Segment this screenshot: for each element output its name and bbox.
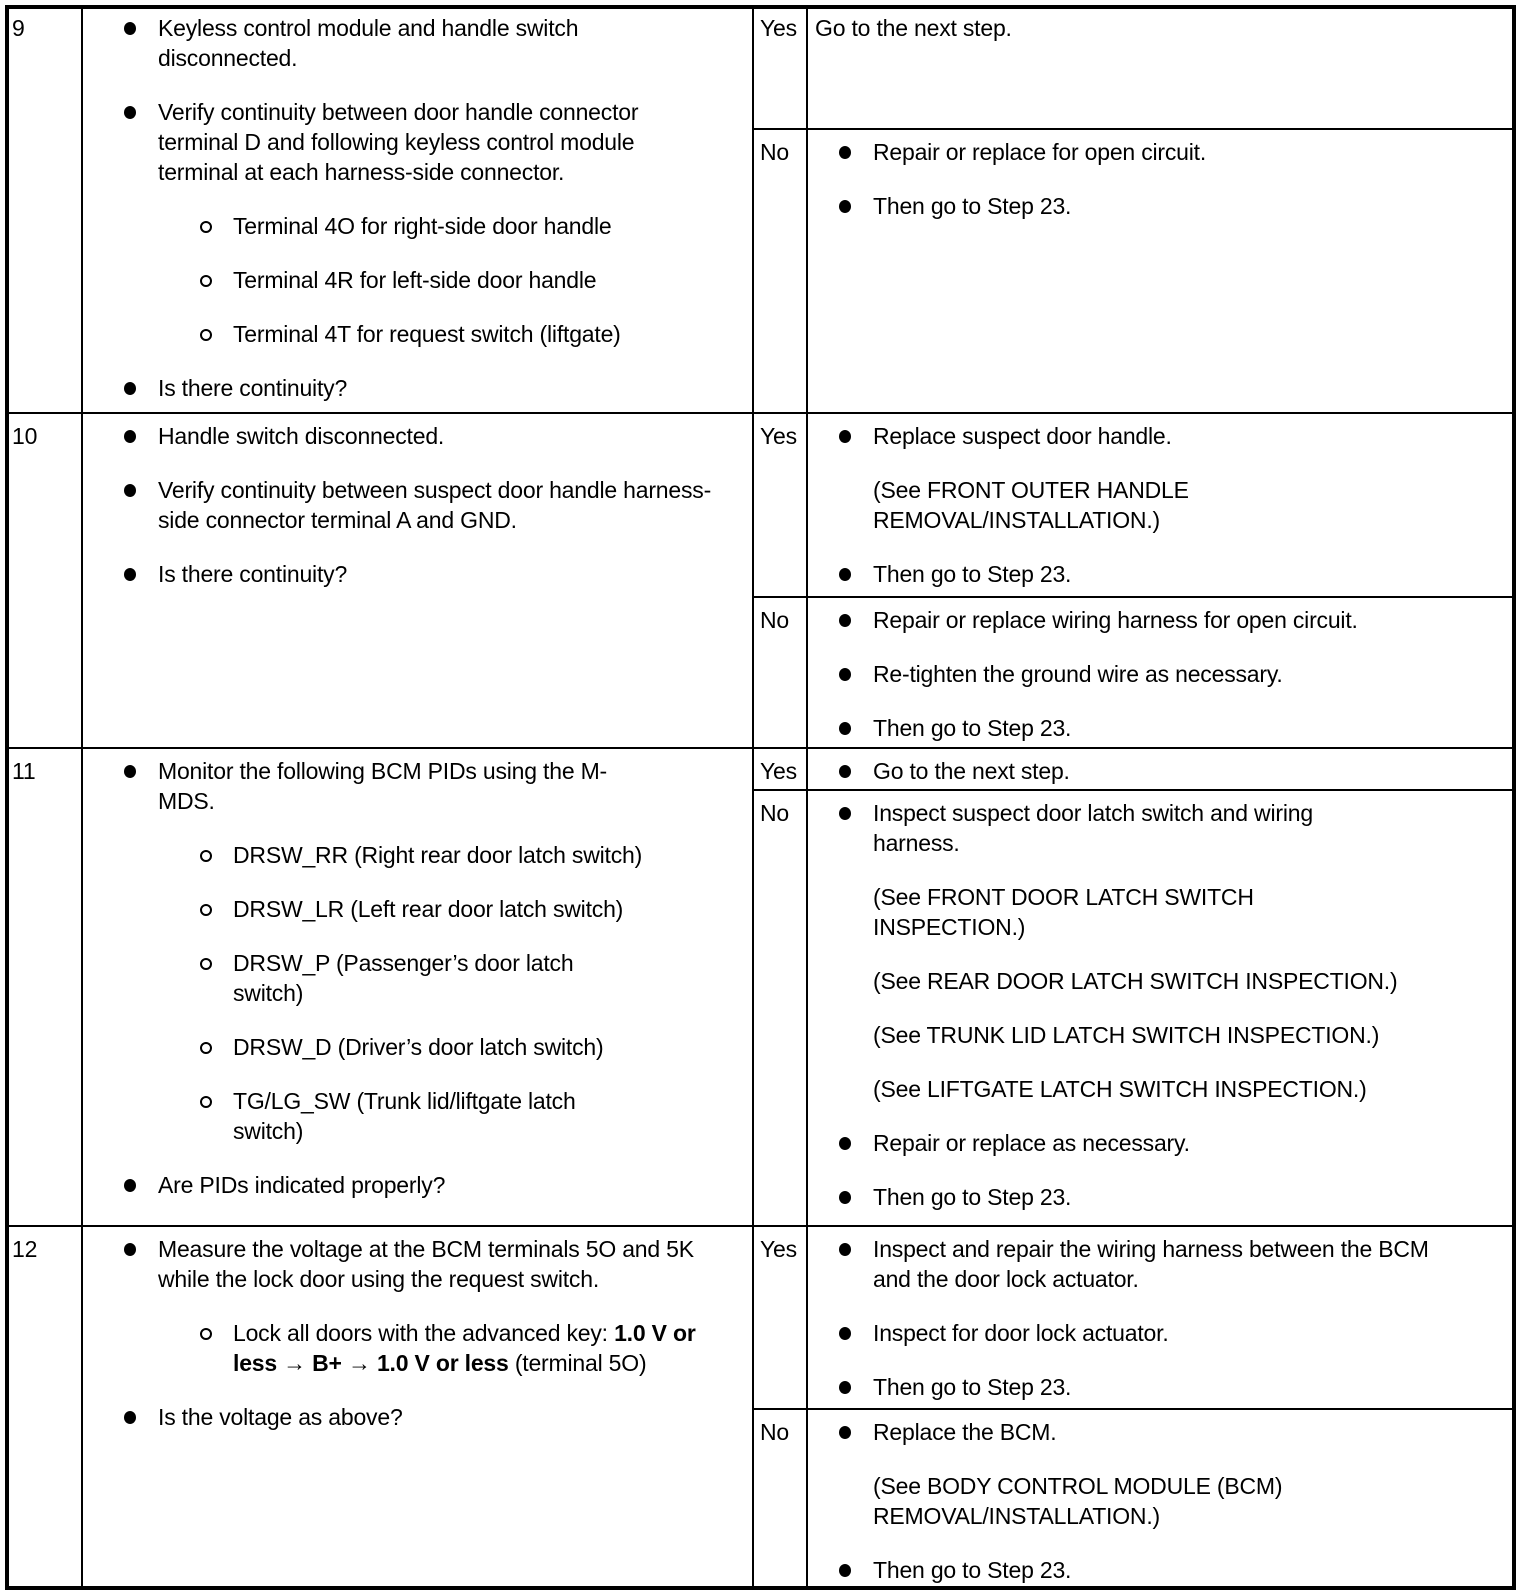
action-item: Re-tighten the ground wire as necessary. xyxy=(873,659,1473,689)
bullet-icon xyxy=(839,568,851,581)
bullet-icon xyxy=(839,614,851,627)
no-label: No xyxy=(760,1419,790,1445)
bullet-icon xyxy=(839,1137,851,1150)
check-item: Monitor the following BCM PIDs using the M-MDS. xyxy=(158,756,638,816)
action-item: Then go to Step 23. xyxy=(873,191,1473,221)
action-item: Repair or replace for open circuit. xyxy=(873,137,1473,167)
action-item: Inspect and repair the wiring harness between the BCM and the door lock actuator. xyxy=(873,1234,1453,1294)
action-item: Inspect for door lock actuator. xyxy=(873,1318,1473,1348)
action-item: Go to the next step. xyxy=(873,756,1473,786)
reference-note: (See TRUNK LID LATCH SWITCH INSPECTION.) xyxy=(873,1022,1380,1048)
subrow-divider xyxy=(752,1408,1512,1410)
bullet-icon xyxy=(839,807,851,820)
row-divider xyxy=(9,412,1512,414)
check-subitem: Terminal 4O for right-side door handle xyxy=(233,211,713,241)
step-number: 12 xyxy=(12,1236,38,1262)
check-item: Are PIDs indicated properly? xyxy=(158,1170,718,1200)
bullet-icon xyxy=(839,430,851,443)
check-item: Is there continuity? xyxy=(158,373,718,403)
action-item: Replace the BCM. xyxy=(873,1417,1473,1447)
action-item: Repair or replace as necessary. xyxy=(873,1128,1473,1158)
subrow-divider xyxy=(752,128,1512,130)
check-subitem: DRSW_LR (Left rear door latch switch) xyxy=(233,894,713,924)
subrow-divider xyxy=(752,789,1512,791)
step-number: 10 xyxy=(12,423,38,449)
bullet-icon xyxy=(839,1327,851,1340)
yes-action-cell xyxy=(0,421,1473,589)
check-item: Is there continuity? xyxy=(158,559,718,589)
row-divider xyxy=(9,1225,1512,1227)
bullet-icon xyxy=(839,1191,851,1204)
no-label: No xyxy=(760,800,790,826)
hollow-bullet-icon xyxy=(200,329,212,341)
yes-label: Yes xyxy=(760,423,797,449)
yes-label: Yes xyxy=(760,15,797,41)
bullet-icon xyxy=(839,1381,851,1394)
bullet-icon xyxy=(839,1243,851,1256)
reference-note: (See FRONT OUTER HANDLE REMOVAL/INSTALLATION.) xyxy=(873,477,1189,533)
action-item: Replace suspect door handle. xyxy=(873,421,1473,451)
bullet-icon xyxy=(839,765,851,778)
yes-label: Yes xyxy=(760,1236,797,1262)
bullet-icon xyxy=(839,722,851,735)
check-subitem: Lock all doors with the advanced key: 1.0 V or less → B+ → 1.0 V or less (terminal 5O) xyxy=(233,1318,703,1378)
check-item: Is the voltage as above? xyxy=(158,1402,718,1432)
action-item: Then go to Step 23. xyxy=(873,1372,1473,1402)
action-item: Repair or replace wiring harness for open circuit. xyxy=(873,605,1473,635)
check-item: Verify continuity between door handle connector terminal D and following keyless control module terminal at each harness-side connector. xyxy=(158,97,718,187)
no-label: No xyxy=(760,607,790,633)
no-action-cell xyxy=(0,1417,1473,1585)
bullet-icon xyxy=(124,382,136,395)
yes-label: Yes xyxy=(760,758,797,784)
step-number: 9 xyxy=(12,15,25,41)
action-item: Then go to Step 23. xyxy=(873,1555,1473,1585)
action-item: Then go to Step 23. xyxy=(873,559,1473,589)
bullet-icon xyxy=(839,146,851,159)
row-divider xyxy=(9,747,1512,749)
bullet-icon xyxy=(839,1564,851,1577)
check-subitem: DRSW_D (Driver’s door latch switch) xyxy=(233,1032,713,1062)
subrow-divider xyxy=(752,596,1512,598)
reference-note: (See FRONT DOOR LATCH SWITCH INSPECTION.) xyxy=(873,884,1254,940)
no-action-cell xyxy=(0,137,1473,221)
step-number: 11 xyxy=(12,758,36,784)
yes-action-cell xyxy=(0,756,1473,786)
reference-note: (See BODY CONTROL MODULE (BCM) REMOVAL/INSTALLATION.) xyxy=(873,1473,1283,1529)
bullet-icon xyxy=(839,668,851,681)
hollow-bullet-icon xyxy=(200,221,212,233)
yes-action-cell xyxy=(0,1234,1473,1402)
hollow-bullet-icon xyxy=(200,275,212,287)
no-label: No xyxy=(760,139,790,165)
check-subitem: TG/LG_SW (Trunk lid/liftgate latch switch) xyxy=(233,1086,633,1146)
voltage-spec: 1.0 V or less → B+ → 1.0 V or less xyxy=(233,1320,696,1376)
yes-action-cell xyxy=(0,13,1415,43)
bullet-icon xyxy=(839,200,851,213)
check-item: Handle switch disconnected. xyxy=(158,421,718,451)
action-item: Then go to Step 23. xyxy=(873,1182,1473,1212)
check-item: Measure the voltage at the BCM terminals 5O and 5K while the lock door using the request switch. xyxy=(158,1234,718,1294)
check-subitem: DRSW_RR (Right rear door latch switch) xyxy=(233,840,713,870)
no-action-cell xyxy=(0,605,1473,743)
check-item: Keyless control module and handle switch disconnected. xyxy=(158,13,718,73)
no-action-cell xyxy=(0,798,1473,1212)
check-subitem: DRSW_P (Passenger’s door latch switch) xyxy=(233,948,633,1008)
bullet-icon xyxy=(839,1426,851,1439)
check-item: Verify continuity between suspect door handle harness-side connector terminal A and GND. xyxy=(158,475,718,535)
action-text: Go to the next step. xyxy=(815,15,1012,41)
check-subitem: Terminal 4R for left-side door handle xyxy=(233,265,713,295)
reference-note: (See REAR DOOR LATCH SWITCH INSPECTION.) xyxy=(873,968,1398,994)
reference-note: (See LIFTGATE LATCH SWITCH INSPECTION.) xyxy=(873,1076,1367,1102)
action-item: Inspect suspect door latch switch and wiring harness. xyxy=(873,798,1373,858)
action-item: Then go to Step 23. xyxy=(873,713,1473,743)
bullet-icon xyxy=(124,106,136,119)
check-subitem: Terminal 4T for request switch (liftgate) xyxy=(233,319,713,349)
